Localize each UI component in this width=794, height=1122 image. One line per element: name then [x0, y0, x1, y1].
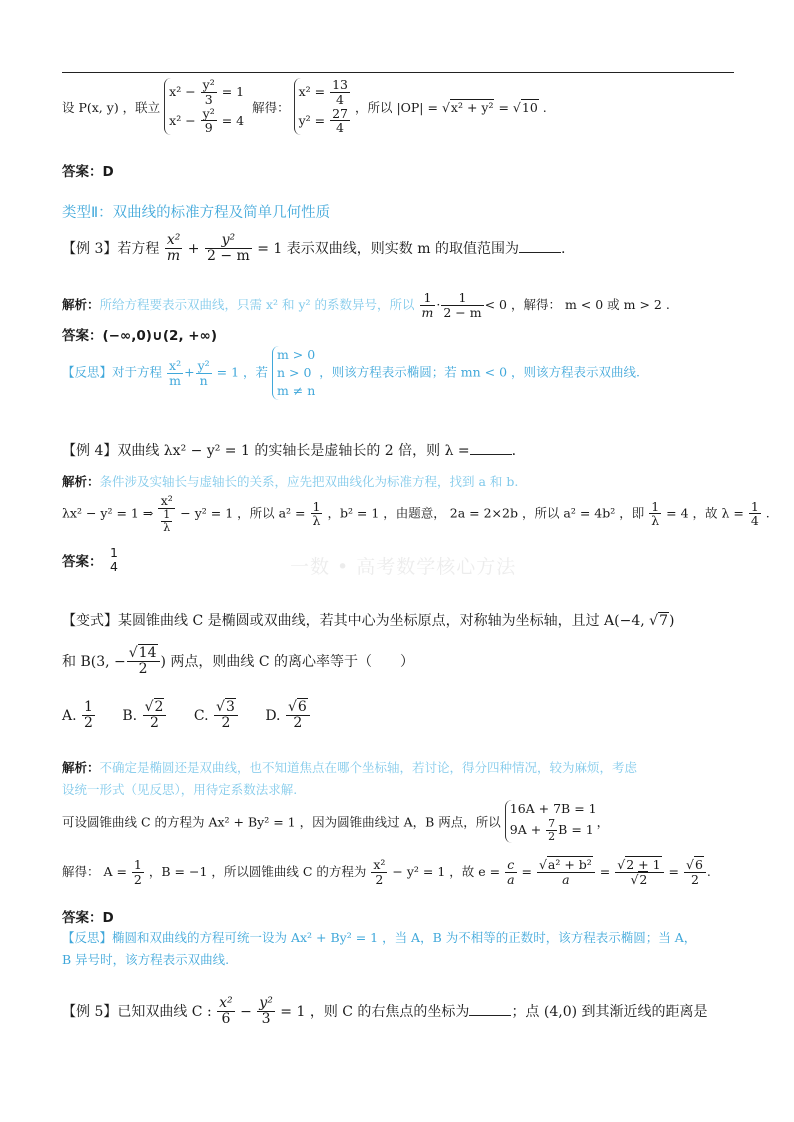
answer-4: 答案： 1 4: [62, 545, 118, 574]
p-solution-line: 设 P(x, y) ，联立 x² − $\frac{\text{y²}}{3}$ = 1 x² − $\frac{\text{y²}}{9}$ = 4 解得： x² = $\frac{13}{4}$ y² = $\frac{27}{4}$ ，所以 |OP| = √x² + y² = √10 .: [62, 77, 547, 136]
reflection-3: 【反思】对于方程 $\frac{\text{x²}}{m}$ + $\frac{\text{y²}}{n}$ = 1 ，若 m > 0 n > 0 m ≠ n ，则该方程表示椭圆；若 mn < 0 ，则该方程表示双曲线.: [62, 346, 640, 400]
answer-variant: 答案：D: [62, 910, 114, 926]
watermark: 一数 • 高考数学核心方法: [290, 556, 517, 578]
reflection-variant-line2: B 异号时，该方程表示双曲线.: [62, 952, 230, 967]
variant-solution-line3: 可设圆锥曲线 C 的方程为 Ax² + By² = 1 ，因为圆锥曲线过 A，B 两点，所以 16A + 7B = 1 9A + $\frac{7}{2}$ B = 1 ，: [62, 801, 610, 844]
option-b: B. $\frac{√2}{2}$: [122, 708, 167, 724]
example-4: 【例 4】双曲线 λx² − y² = 1 的实轴长是虚轴长的 2 倍，则 λ = .: [62, 443, 517, 459]
variant-solution-line4: 解得： A = $\frac{1}{2}$ ，B = −1 ，所以圆锥曲线 C 的方程为 $\frac{\text{x²}}{2}$ − y² = 1 ，故 e = $\frac{c}{a}$ = $\frac{\text{√a² + b²}}{a}$ = $\frac{√2 + 1}{√2}$ = $\frac{√6}{2}$ .: [62, 857, 711, 887]
answer-1: 答案：D: [62, 164, 114, 180]
answer-blank: [470, 442, 512, 455]
example-4-solution-derivation: λx² − y² = 1 ⇒ $\frac{\text{x²}}{\frac{1}{\lambda}}$ − y² = 1 ，所以 a² = $\frac{1}{\lambda}$ ，b² = 1 ，由题意， 2a = 2×2b ，所以 a² = 4b² ，即 $\frac{1}{\lambda}$ = 4 ，故 λ = $\frac{1}{4}$ .: [62, 493, 770, 534]
variant-solution-line2: 设统一形式（见反思），用待定系数法求解.: [62, 782, 298, 797]
system-1: x² − $\frac{\text{y²}}{3}$ = 1 x² − $\frac{\text{y²}}{9}$ = 4: [164, 78, 244, 135]
answer-3: 答案：(−∞,0)∪(2, +∞): [62, 328, 217, 344]
variant-solution-line1: 解析：不确定是椭圆还是双曲线，也不知道焦点在哪个坐标轴，若讨论，得分四种情况，较为麻烦，考虑: [62, 760, 638, 775]
reflection-variant-line1: 【反思】椭圆和双曲线的方程可统一设为 Ax² + By² = 1 ，当 A，B 为不相等的正数时，该方程表示椭圆；当 A，: [62, 930, 697, 945]
variant-options: [62, 700, 311, 732]
system-2: x² = $\frac{13}{4}$ y² = $\frac{27}{4}$: [294, 78, 351, 135]
option-c: C. $\frac{√3}{2}$: [194, 708, 239, 724]
variant-problem-line2: 和 B(3, − $\frac{√14}{2}$ ) 两点，则曲线 C 的离心率等于（ ）: [62, 645, 415, 678]
example-3-solution: 解析：所给方程要表示双曲线，只需 x² 和 y² 的系数异号，所以 $\frac{1}{m}$ · $\frac{1}{2 - m}$ < 0 ，解得： m < 0 或 m > 2 .: [62, 290, 670, 320]
option-d: D. $\frac{√6}{2}$: [265, 708, 310, 724]
top-rule: [62, 72, 734, 73]
variant-problem-line1: 【变式】某圆锥曲线 C 是椭圆或双曲线，若其中心为坐标原点，对称轴为坐标轴，且过 A(−4, √7): [62, 613, 675, 629]
answer-blank: [519, 240, 561, 253]
example-4-solution-intro: 解析：条件涉及实轴长与虚轴长的关系，应先把双曲线化为标准方程，找到 a 和 b.: [62, 474, 519, 489]
option-a: A. $\frac{1}{2}$: [62, 699, 93, 732]
section-title: 类型Ⅱ：双曲线的标准方程及简单几何性质: [62, 205, 331, 221]
example-5: 【例 5】已知双曲线 C : $\frac{\text{x²}}{6}$ − $\frac{\text{y²}}{3}$ = 1 ，则 C 的右焦点的坐标为 ；点 (4,0) 到其渐近线的距离是: [62, 995, 708, 1028]
example-3: 【例 3】若方程 $\frac{\text{x²}}{m}$ + $\frac{\text{y²}}{2 - m}$ = 1 表示双曲线，则实数 m 的取值范围为 .: [62, 232, 566, 265]
answer-blank: [469, 1003, 511, 1016]
